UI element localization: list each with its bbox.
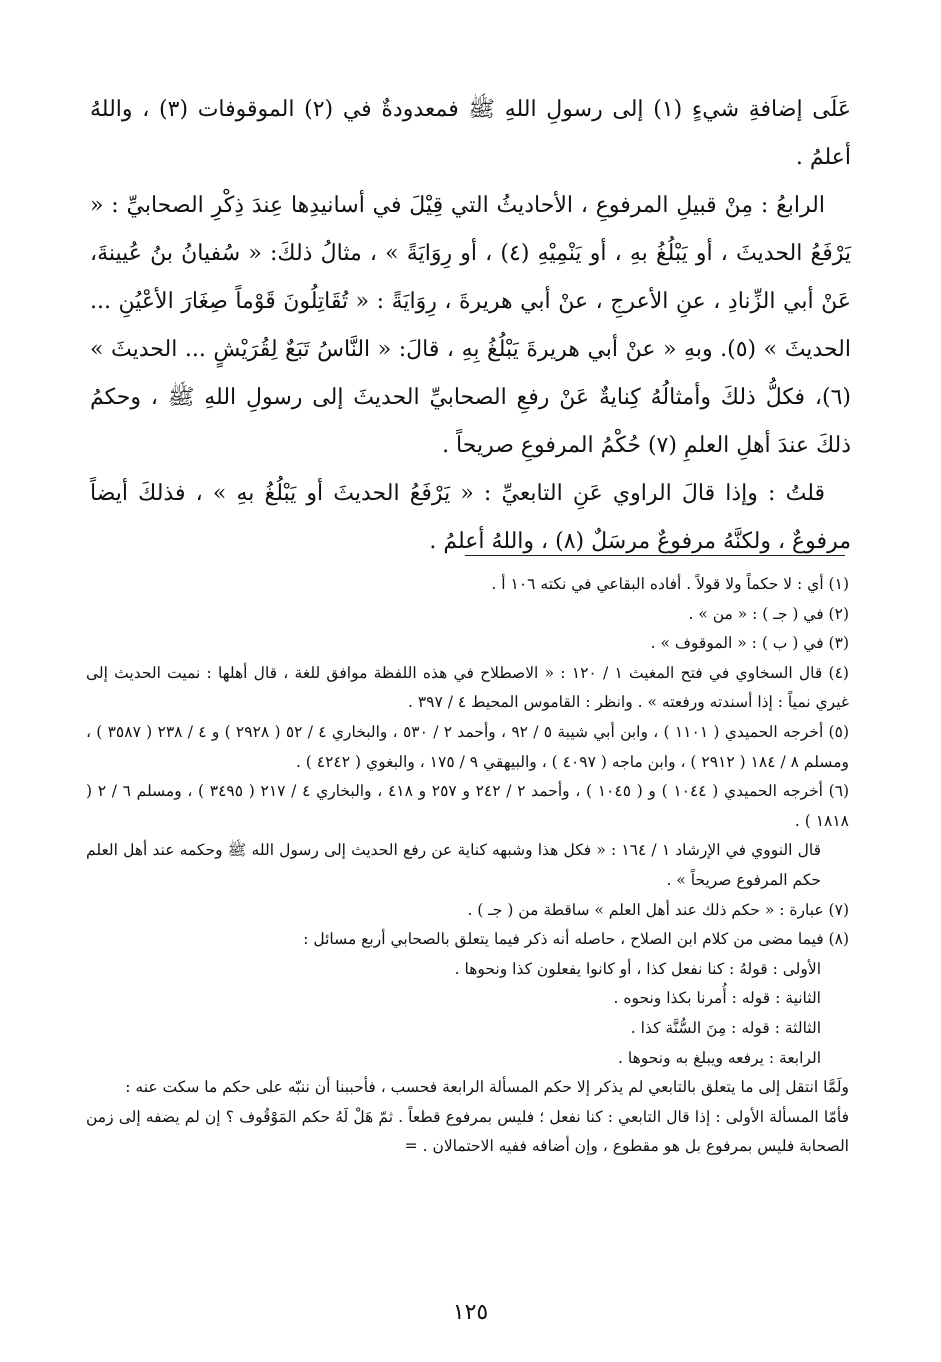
footnote-8-item: الثالثة : قوله : مِنَ السُّنَّة كذا . bbox=[630, 1018, 821, 1037]
footnote-2: (٢) في ( جـ ) : « من » . bbox=[688, 604, 849, 623]
paragraph-1: عَلَى إضافةِ شيءٍ (١) إلى رسولِ اللهِ ﷺ فمعدودةٌ في (٢) الموقوفات (٣) ، واللهُ أعلمُ . bbox=[90, 97, 852, 170]
footnote-8: (٨) فيما مضى من كلام ابن الصلاح ، حاصله أنه ذكر فيما يتعلق بالصحابي أربع مسائل : bbox=[303, 930, 849, 949]
footnotes bbox=[86, 570, 849, 1162]
page-number: ١٢٥ bbox=[452, 1300, 489, 1325]
footnote-6: (٦) أخرجه الحميدي ( ١٠٤٤ ) و ( ١٠٤٥ ) ، وأحمد ٢ / ٢٤٢ و ٢٥٧ و ٤١٨ ، والبخاري ٤ / ٢١٧ ( ٣٤٩٥ ) ، ومسلم ٦ / ٢ ( ١٨١٨ ) . bbox=[86, 782, 850, 830]
footnote-4: (٤) قال السخاوي في فتح المغيث ١ / ١٢٠ : « الاصطلاح في هذه اللفظة موافق للغة ، قال أهلها : نميت الحديث إلى غيري نمياً : إذا أسندته ورفعته » . وانظر : القاموس المحيط ٤ / ٣٩٧ . bbox=[86, 663, 849, 712]
footnote-5: (٥) أخرجه الحميدي ( ١١٠١ ) ، وابن أبي شيبة ٥ / ٩٢ ، وأحمد ٢ / ٥٣٠ ، والبخاري ٤ / ٥٢ ( ٢٩٢٨ ) و ٤ / ٢٣٨ ( ٣٥٨٧ ) ، ومسلم ٨ / ١٨٤ ( ٢٩١٢ ) ، وابن ماجه ( ٤٠٩٧ ) ، والبيهقي ٩ / ١٧٥ ، والبغوي ( ٤٢٤٢ ) . bbox=[86, 722, 849, 771]
footnote-8-continuation: ولَمَّا انتقل إلى ما يتعلق بالتابعي لم يذكر إلا حكم المسألة الرابعة فحسب ، فأحببنا أن ننبّه على حكم ما سكت عنه : bbox=[125, 1078, 849, 1097]
footnote-separator bbox=[465, 555, 845, 556]
footnote-1: (١) أي : لا حكماً ولا قولاً . أفاده البقاعي في نكته ١٠٦ أ . bbox=[491, 575, 849, 593]
footnote-7: (٧) عبارة : « حكم ذلك عند أهل العلم » ساقطة من ( جـ ) . bbox=[467, 900, 849, 919]
main-text bbox=[90, 86, 851, 566]
footnote-8-item: الثانية : قوله : أُمرنا بكذا ونحوه . bbox=[613, 989, 821, 1008]
footnote-6-continuation: قال النووي في الإرشاد ١ / ١٦٤ : « فكل هذا وشبهه كناية عن رفع الحديث إلى رسول الله ﷺ وحكمه عند أهل العلم حكم المرفوع صريحاً » . bbox=[86, 841, 821, 889]
footnote-8-continuation: فأمّا المسألة الأولى : إذا قال التابعي : كنا نفعل ؛ فليس بمرفوع قطعاً . ثمّ هَلْ لَهُ حكم المَوْقُوف ؟ إن لم يضفه إلى زمن الصحابة فليس بمرفوع بل هو مقطوع ، وإن أضافه ففيه الاحتمالان . = bbox=[86, 1107, 849, 1156]
footnote-8-item: الرابعة : يرفعه ويبلغ به ونحوها . bbox=[618, 1048, 821, 1067]
footnote-8-item: الأولى : قولهُ : كنا نفعل كذا ، أو كانوا يفعلون كذا ونحوها . bbox=[454, 959, 821, 978]
paragraph-2: الرابعُ : مِنْ قبيلِ المرفوعِ ، الأحاديثُ التي قِيْلَ في أسانيدِها عِندَ ذِكْرِ الصحابيِّ : « يَرْفَعُ الحديثَ ، أو يَبْلُغُ بهِ ، أو يَنْمِيْهِ (٤) ، أو رِوَايَةً » ، مثالُ ذلكَ: « سُفيانُ بنُ عُيينةَ، عَنْ أبي الزِّنادِ ، عنِ الأعرجِ ، عنْ أبي هريرةَ ، رِوَايَةً : « تُقَاتِلُونَ قَوْماً صِغَارَ الأعْيُنِ ... الحديثَ » (٥). وبهِ « عنْ أبي هريرةَ يَبْلُغُ بِهِ ، قالَ: « النَّاسُ تَبَعٌ لِقُرَيْشٍ ... الحديثَ » (٦)، فكلُّ ذلكَ وأمثالُهُ كِنايةٌ عَنْ رفعِ الصحابيِّ الحديثَ إلى رسولِ اللهِ ﷺ ، وحكمُ ذلكَ عندَ أهلِ العلمِ (٧) حُكْمُ المرفوعِ صريحاً . bbox=[90, 193, 852, 458]
paragraph-3: قلتُ : وإذا قالَ الراوي عَنِ التابعيِّ : « يَرْفَعُ الحديثَ أو يَبْلُغُ بهِ » ، فذلكَ أيضاً مرفوعٌ ، ولكنَّهُ مرفوعٌ مرسَلٌ (٨) ، واللهُ أعلمُ . bbox=[90, 481, 851, 554]
footnote-3: (٣) في ( ب ) : « الموقوف » . bbox=[650, 634, 849, 653]
